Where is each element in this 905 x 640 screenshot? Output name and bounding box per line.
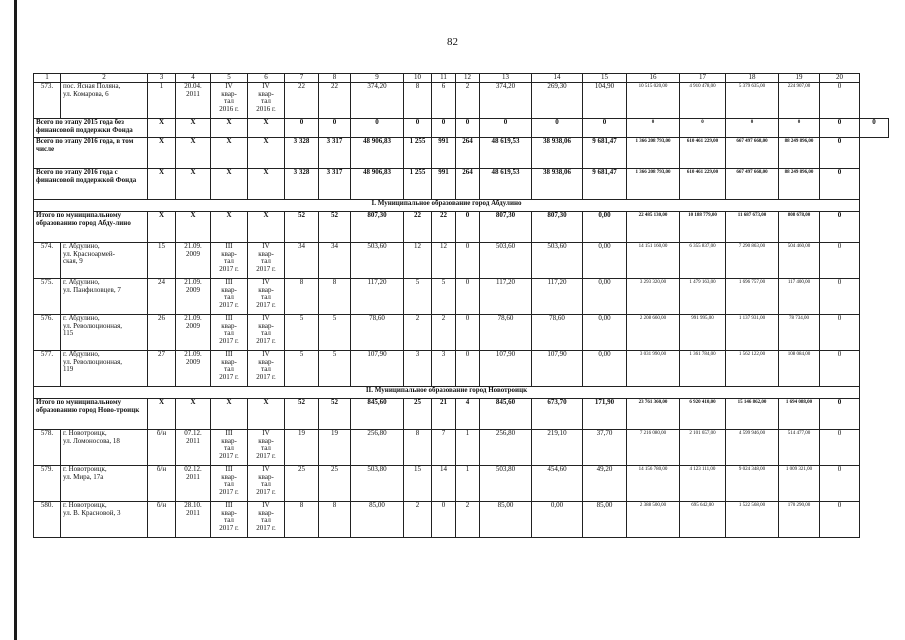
table-cell: 269,30 bbox=[532, 83, 583, 119]
summary-row bbox=[34, 169, 889, 200]
summary-cell: 667 497 668,00 bbox=[726, 169, 779, 200]
table-cell: 8 bbox=[404, 430, 432, 466]
table-row bbox=[34, 279, 889, 315]
address-cell: г. Новотроицк, ул. Мира, 17а bbox=[61, 466, 148, 502]
table-cell: 21.09. 2009 bbox=[176, 315, 211, 351]
table-cell: 28.10. 2011 bbox=[176, 502, 211, 538]
table-cell: 1 bbox=[456, 430, 480, 466]
summary-cell: 610 461 229,00 bbox=[680, 169, 726, 200]
table-cell: 0,00 bbox=[583, 351, 627, 387]
row-number: 580. bbox=[34, 502, 61, 538]
summary-cell: 0 bbox=[820, 138, 860, 169]
table-cell: 19 bbox=[285, 430, 319, 466]
summary-cell: 991 bbox=[432, 169, 456, 200]
column-number: 17 bbox=[680, 74, 726, 83]
address-cell: г. Абдулино, ул. Революционная, 119 bbox=[61, 351, 148, 387]
summary-cell: 845,60 bbox=[351, 399, 404, 430]
table-cell: 0 bbox=[820, 351, 860, 387]
summary-cell: X bbox=[248, 119, 285, 138]
summary-cell: X bbox=[148, 119, 176, 138]
table-cell: 21.09. 2009 bbox=[176, 243, 211, 279]
summary-cell: 52 bbox=[285, 212, 319, 243]
column-number: 3 bbox=[148, 74, 176, 83]
column-number: 8 bbox=[319, 74, 351, 83]
section-heading: II. Муниципальное образование город Новотроицк bbox=[34, 387, 860, 399]
table-cell: IV квар- тал 2017 г. bbox=[248, 466, 285, 502]
table-cell: 1 522 568,00 bbox=[726, 502, 779, 538]
summary-cell: 4 bbox=[456, 399, 480, 430]
table-cell: 108 084,00 bbox=[779, 351, 820, 387]
column-number: 12 bbox=[456, 74, 480, 83]
summary-cell: X bbox=[148, 169, 176, 200]
table-cell: 695 642,00 bbox=[680, 502, 726, 538]
table-row bbox=[34, 502, 889, 538]
table-cell: IV квар- тал 2016 г. bbox=[211, 83, 248, 119]
table-cell: 21.09. 2009 bbox=[176, 351, 211, 387]
page-number: 82 bbox=[447, 36, 458, 48]
table-cell: 6 bbox=[432, 83, 456, 119]
table-cell: 107,90 bbox=[480, 351, 532, 387]
summary-cell: 667 497 668,00 bbox=[726, 138, 779, 169]
summary-label: Всего по этапу 2016 года с финансовой поддержкой Фонда bbox=[34, 169, 148, 200]
table-cell: 4 123 111,00 bbox=[680, 466, 726, 502]
table-cell: IV квар- тал 2017 г. bbox=[248, 243, 285, 279]
summary-cell: 807,30 bbox=[480, 212, 532, 243]
summary-cell: 0 bbox=[456, 119, 480, 138]
summary-cell: 0 bbox=[319, 119, 351, 138]
table-cell: IV квар- тал 2016 г. bbox=[248, 83, 285, 119]
summary-cell: 0 bbox=[404, 119, 432, 138]
table-cell: 5 bbox=[319, 351, 351, 387]
summary-cell: 52 bbox=[285, 399, 319, 430]
table-cell: 503,80 bbox=[480, 466, 532, 502]
summary-cell: X bbox=[248, 212, 285, 243]
table-cell: 107,90 bbox=[351, 351, 404, 387]
table-cell: 1 137 931,00 bbox=[726, 315, 779, 351]
table-cell: 503,60 bbox=[532, 243, 583, 279]
table-cell: 3 031 990,00 bbox=[627, 351, 680, 387]
table-cell: 14 bbox=[432, 466, 456, 502]
scan-edge-line bbox=[14, 0, 17, 640]
summary-cell: 11 687 673,00 bbox=[726, 212, 779, 243]
summary-cell: 22 bbox=[404, 212, 432, 243]
row-number: 577. bbox=[34, 351, 61, 387]
summary-cell: X bbox=[248, 399, 285, 430]
summary-cell: 673,70 bbox=[532, 399, 583, 430]
table-cell: 0 bbox=[456, 243, 480, 279]
table-cell: 7 216 080,00 bbox=[627, 430, 680, 466]
table-row bbox=[34, 430, 889, 466]
address-cell: г. Абдулино, ул. Революционная, 115 bbox=[61, 315, 148, 351]
table-cell: 12 bbox=[404, 243, 432, 279]
table-cell: 78 734,00 bbox=[779, 315, 820, 351]
table-cell: 0 bbox=[456, 279, 480, 315]
summary-cell: 3 317 bbox=[319, 169, 351, 200]
summary-row bbox=[34, 138, 889, 169]
table-cell: 37,70 bbox=[583, 430, 627, 466]
table-cell: III квар- тал 2017 г. bbox=[211, 430, 248, 466]
summary-cell: X bbox=[176, 212, 211, 243]
summary-cell: 48 619,53 bbox=[480, 169, 532, 200]
table-row bbox=[34, 83, 889, 119]
table-cell: 0 bbox=[820, 83, 860, 119]
table-cell: 24 bbox=[148, 279, 176, 315]
summary-cell: X bbox=[176, 399, 211, 430]
table-cell: 8 bbox=[285, 502, 319, 538]
row-number: 573. bbox=[34, 83, 61, 119]
table-cell: 3 bbox=[432, 351, 456, 387]
summary-cell: 807,30 bbox=[351, 212, 404, 243]
summary-cell: 264 bbox=[456, 169, 480, 200]
row-number: 579. bbox=[34, 466, 61, 502]
table-cell: 15 bbox=[404, 466, 432, 502]
table-cell: 3 bbox=[404, 351, 432, 387]
summary-cell: 22 485 130,00 bbox=[627, 212, 680, 243]
table-cell: 34 bbox=[285, 243, 319, 279]
summary-cell: 807,30 bbox=[532, 212, 583, 243]
summary-cell: 1 255 bbox=[404, 169, 432, 200]
summary-row bbox=[34, 399, 889, 430]
table-cell: 6 355 837,00 bbox=[680, 243, 726, 279]
table-cell: 2 101 657,00 bbox=[680, 430, 726, 466]
summary-cell: X bbox=[148, 212, 176, 243]
summary-cell: 48 619,53 bbox=[480, 138, 532, 169]
table-cell: 2 bbox=[456, 502, 480, 538]
table-cell: 0 bbox=[820, 243, 860, 279]
summary-cell: 48 906,83 bbox=[351, 169, 404, 200]
summary-cell: 52 bbox=[319, 399, 351, 430]
table-cell: 3 293 320,00 bbox=[627, 279, 680, 315]
column-number: 7 bbox=[285, 74, 319, 83]
summary-label: Итого по муниципальному образованию город Абду-лино bbox=[34, 212, 148, 243]
table-cell: 85,00 bbox=[583, 502, 627, 538]
summary-cell: 9 681,47 bbox=[583, 138, 627, 169]
table-cell: 1 696 757,00 bbox=[726, 279, 779, 315]
table-cell: 85,00 bbox=[480, 502, 532, 538]
table-cell: III квар- тал 2017 г. bbox=[211, 466, 248, 502]
table-cell: 8 bbox=[285, 279, 319, 315]
resettlement-program-table bbox=[33, 73, 889, 538]
table-cell: 1 479 163,00 bbox=[680, 279, 726, 315]
table-cell: 5 379 635,00 bbox=[726, 83, 779, 119]
table-cell: 0 bbox=[820, 279, 860, 315]
section-heading-row bbox=[34, 387, 889, 399]
table-cell: 2 bbox=[456, 83, 480, 119]
table-cell: 7 bbox=[432, 430, 456, 466]
row-number: 574. bbox=[34, 243, 61, 279]
column-number: 10 bbox=[404, 74, 432, 83]
table-cell: 22 bbox=[319, 83, 351, 119]
table-cell: IV квар- тал 2017 г. bbox=[248, 430, 285, 466]
summary-cell: 1 366 208 793,00 bbox=[627, 138, 680, 169]
table-cell: 503,80 bbox=[351, 466, 404, 502]
table-cell: 0 bbox=[432, 502, 456, 538]
table-cell: 27 bbox=[148, 351, 176, 387]
summary-cell: 171,90 bbox=[583, 399, 627, 430]
table-row bbox=[34, 466, 889, 502]
summary-cell: 22 bbox=[432, 212, 456, 243]
section-heading: I. Муниципальное образование город Абдулино bbox=[34, 200, 860, 212]
table-cell: 25 bbox=[285, 466, 319, 502]
table-cell: 8 bbox=[319, 279, 351, 315]
table-cell: 503,60 bbox=[351, 243, 404, 279]
table-cell: 0,00 bbox=[583, 243, 627, 279]
table-cell: 0 bbox=[456, 315, 480, 351]
table-cell: 1 361 784,00 bbox=[680, 351, 726, 387]
summary-cell: 6 920 410,00 bbox=[680, 399, 726, 430]
table-cell: 104,90 bbox=[583, 83, 627, 119]
summary-cell: 808 678,00 bbox=[779, 212, 820, 243]
summary-cell: 0 bbox=[820, 119, 860, 138]
column-number: 19 bbox=[779, 74, 820, 83]
table-cell: 49,20 bbox=[583, 466, 627, 502]
table-cell: 2 bbox=[404, 315, 432, 351]
table-cell: III квар- тал 2017 г. bbox=[211, 243, 248, 279]
summary-cell: 88 249 896,00 bbox=[779, 138, 820, 169]
table-cell: 2 bbox=[404, 502, 432, 538]
table-cell: 5 bbox=[404, 279, 432, 315]
table-cell: 454,60 bbox=[532, 466, 583, 502]
table-cell: 503,60 bbox=[480, 243, 532, 279]
table-cell: 117,20 bbox=[351, 279, 404, 315]
summary-cell: 0 bbox=[627, 119, 680, 138]
table-cell: III квар- тал 2017 г. bbox=[211, 502, 248, 538]
column-number: 18 bbox=[726, 74, 779, 83]
table-cell: 34 bbox=[319, 243, 351, 279]
column-number: 2 bbox=[61, 74, 148, 83]
summary-cell: 991 bbox=[432, 138, 456, 169]
table-cell: 9 024 348,00 bbox=[726, 466, 779, 502]
table-cell: III квар- тал 2017 г. bbox=[211, 351, 248, 387]
table-cell: 2 bbox=[432, 315, 456, 351]
table-cell: 21.09. 2009 bbox=[176, 279, 211, 315]
summary-cell: 0 bbox=[532, 119, 583, 138]
column-number-row bbox=[34, 74, 889, 83]
table-cell: 15 bbox=[148, 243, 176, 279]
column-number: 13 bbox=[480, 74, 532, 83]
table-cell: 5 bbox=[432, 279, 456, 315]
summary-cell: X bbox=[148, 399, 176, 430]
summary-row bbox=[34, 212, 889, 243]
table-cell: IV квар- тал 2017 г. bbox=[248, 279, 285, 315]
column-number: 1 bbox=[34, 74, 61, 83]
column-number: 16 bbox=[627, 74, 680, 83]
summary-cell: 3 317 bbox=[319, 138, 351, 169]
summary-cell: 0,00 bbox=[583, 212, 627, 243]
address-cell: пос. Ясная Поляна, ул. Комарова, 6 bbox=[61, 83, 148, 119]
table-cell: 5 bbox=[319, 315, 351, 351]
table-cell: 26 bbox=[148, 315, 176, 351]
table-cell: б/н bbox=[148, 430, 176, 466]
address-cell: г. Новотроицк, ул. Ломоносова, 18 bbox=[61, 430, 148, 466]
summary-cell: 88 249 896,00 bbox=[779, 169, 820, 200]
summary-cell: X bbox=[176, 119, 211, 138]
table-row bbox=[34, 243, 889, 279]
summary-cell: X bbox=[211, 119, 248, 138]
table-cell: 117,20 bbox=[480, 279, 532, 315]
table-cell: 10 515 020,00 bbox=[627, 83, 680, 119]
column-number: 6 bbox=[248, 74, 285, 83]
column-number: 14 bbox=[532, 74, 583, 83]
table-cell: 0,00 bbox=[583, 315, 627, 351]
table-cell: III квар- тал 2017 г. bbox=[211, 315, 248, 351]
column-number: 20 bbox=[820, 74, 860, 83]
table-cell: 219,10 bbox=[532, 430, 583, 466]
table-cell: 14 151 160,00 bbox=[627, 243, 680, 279]
summary-cell: X bbox=[211, 399, 248, 430]
summary-cell: 38 938,06 bbox=[532, 138, 583, 169]
table-cell: 0 bbox=[820, 466, 860, 502]
table-cell: б/н bbox=[148, 466, 176, 502]
table-cell: IV квар- тал 2017 г. bbox=[248, 315, 285, 351]
summary-cell: 845,60 bbox=[480, 399, 532, 430]
column-number: 11 bbox=[432, 74, 456, 83]
address-cell: г. Абдулино, ул. Красноармей- ская, 9 bbox=[61, 243, 148, 279]
summary-cell: X bbox=[211, 169, 248, 200]
summary-cell: 25 bbox=[404, 399, 432, 430]
summary-cell: X bbox=[248, 169, 285, 200]
summary-cell: 0 bbox=[285, 119, 319, 138]
summary-cell: 1 694 088,00 bbox=[779, 399, 820, 430]
table-cell: 514 477,00 bbox=[779, 430, 820, 466]
table-cell: 78,60 bbox=[480, 315, 532, 351]
summary-cell: 52 bbox=[319, 212, 351, 243]
table-cell: 2 208 660,00 bbox=[627, 315, 680, 351]
table-cell: 0 bbox=[456, 351, 480, 387]
table-cell: 78,60 bbox=[351, 315, 404, 351]
summary-cell: 10 188 779,00 bbox=[680, 212, 726, 243]
table-cell: 224 907,00 bbox=[779, 83, 820, 119]
table-cell: 2 388 500,00 bbox=[627, 502, 680, 538]
table-cell: 0 bbox=[820, 502, 860, 538]
table-cell: 504 460,00 bbox=[779, 243, 820, 279]
summary-cell: 0 bbox=[860, 119, 889, 138]
summary-label: Итого по муниципальному образованию город Ново-троицк bbox=[34, 399, 148, 430]
summary-cell: 3 328 bbox=[285, 169, 319, 200]
table-cell: 4 599 946,00 bbox=[726, 430, 779, 466]
summary-cell: 0 bbox=[351, 119, 404, 138]
column-number: 15 bbox=[583, 74, 627, 83]
table-cell: 5 bbox=[285, 315, 319, 351]
address-cell: г. Новотроицк, ул. В. Красновой, 3 bbox=[61, 502, 148, 538]
table-cell: III квар- тал 2017 г. bbox=[211, 279, 248, 315]
table-cell: IV квар- тал 2017 г. bbox=[248, 502, 285, 538]
column-number: 4 bbox=[176, 74, 211, 83]
summary-cell: 0 bbox=[820, 169, 860, 200]
summary-cell: 0 bbox=[583, 119, 627, 138]
table-cell: 374,20 bbox=[351, 83, 404, 119]
summary-label: Всего по этапу 2016 года, в том числе bbox=[34, 138, 148, 169]
table-cell: 25 bbox=[319, 466, 351, 502]
table-cell: 0,00 bbox=[532, 502, 583, 538]
summary-cell: 610 461 229,00 bbox=[680, 138, 726, 169]
table-cell: 117,20 bbox=[532, 279, 583, 315]
table-cell: б/н bbox=[148, 502, 176, 538]
summary-cell: 3 328 bbox=[285, 138, 319, 169]
summary-cell: 38 938,06 bbox=[532, 169, 583, 200]
summary-cell: 0 bbox=[680, 119, 726, 138]
column-number: 5 bbox=[211, 74, 248, 83]
summary-cell: 23 761 360,00 bbox=[627, 399, 680, 430]
summary-cell: 0 bbox=[432, 119, 456, 138]
summary-cell: 21 bbox=[432, 399, 456, 430]
table-cell: 8 bbox=[319, 502, 351, 538]
section-heading-row bbox=[34, 200, 889, 212]
summary-cell: 0 bbox=[779, 119, 820, 138]
column-number: 9 bbox=[351, 74, 404, 83]
summary-cell: X bbox=[211, 212, 248, 243]
table-cell: 4 910 478,00 bbox=[680, 83, 726, 119]
summary-cell: 1 366 208 793,00 bbox=[627, 169, 680, 200]
summary-cell: 0 bbox=[480, 119, 532, 138]
table-cell: IV квар- тал 2017 г. bbox=[248, 351, 285, 387]
table-cell: 14 156 780,00 bbox=[627, 466, 680, 502]
table-cell: 374,20 bbox=[480, 83, 532, 119]
table-cell: 0,00 bbox=[583, 279, 627, 315]
summary-cell: 264 bbox=[456, 138, 480, 169]
table-cell: 1 bbox=[456, 466, 480, 502]
table-cell: 0 bbox=[820, 315, 860, 351]
table-cell: 5 bbox=[285, 351, 319, 387]
table-row bbox=[34, 315, 889, 351]
table-cell: 170 290,00 bbox=[779, 502, 820, 538]
summary-cell: 9 681,47 bbox=[583, 169, 627, 200]
summary-cell: 0 bbox=[820, 399, 860, 430]
table-cell: 20.04. 2011 bbox=[176, 83, 211, 119]
summary-cell: X bbox=[211, 138, 248, 169]
table-cell: 07.12. 2011 bbox=[176, 430, 211, 466]
summary-cell: 0 bbox=[726, 119, 779, 138]
summary-cell: X bbox=[248, 138, 285, 169]
summary-cell: 15 146 862,00 bbox=[726, 399, 779, 430]
address-cell: г. Абдулино, ул. Панфиловцев, 7 bbox=[61, 279, 148, 315]
table-cell: 991 995,00 bbox=[680, 315, 726, 351]
table-cell: 1 009 321,00 bbox=[779, 466, 820, 502]
summary-row bbox=[34, 119, 889, 138]
table-cell: 256,80 bbox=[351, 430, 404, 466]
table-cell: 02.12. 2011 bbox=[176, 466, 211, 502]
table-cell: 1 bbox=[148, 83, 176, 119]
table-cell: 85,00 bbox=[351, 502, 404, 538]
table-cell: 117 400,00 bbox=[779, 279, 820, 315]
summary-cell: X bbox=[148, 138, 176, 169]
table-cell: 0 bbox=[820, 430, 860, 466]
table-cell: 78,60 bbox=[532, 315, 583, 351]
row-number: 575. bbox=[34, 279, 61, 315]
summary-cell: X bbox=[176, 169, 211, 200]
table-cell: 107,90 bbox=[532, 351, 583, 387]
table-cell: 19 bbox=[319, 430, 351, 466]
table-row bbox=[34, 351, 889, 387]
table-cell: 256,80 bbox=[480, 430, 532, 466]
row-number: 578. bbox=[34, 430, 61, 466]
table-cell: 12 bbox=[432, 243, 456, 279]
summary-cell: 1 255 bbox=[404, 138, 432, 169]
summary-cell: 0 bbox=[456, 212, 480, 243]
table-cell: 7 290 863,00 bbox=[726, 243, 779, 279]
summary-label: Всего по этапу 2015 года без финансовой поддержки Фонда bbox=[34, 119, 148, 138]
summary-cell: 0 bbox=[820, 212, 860, 243]
summary-cell: 48 906,83 bbox=[351, 138, 404, 169]
row-number: 576. bbox=[34, 315, 61, 351]
table-cell: 22 bbox=[285, 83, 319, 119]
table-cell: 1 562 122,00 bbox=[726, 351, 779, 387]
summary-cell: X bbox=[176, 138, 211, 169]
table-cell: 8 bbox=[404, 83, 432, 119]
